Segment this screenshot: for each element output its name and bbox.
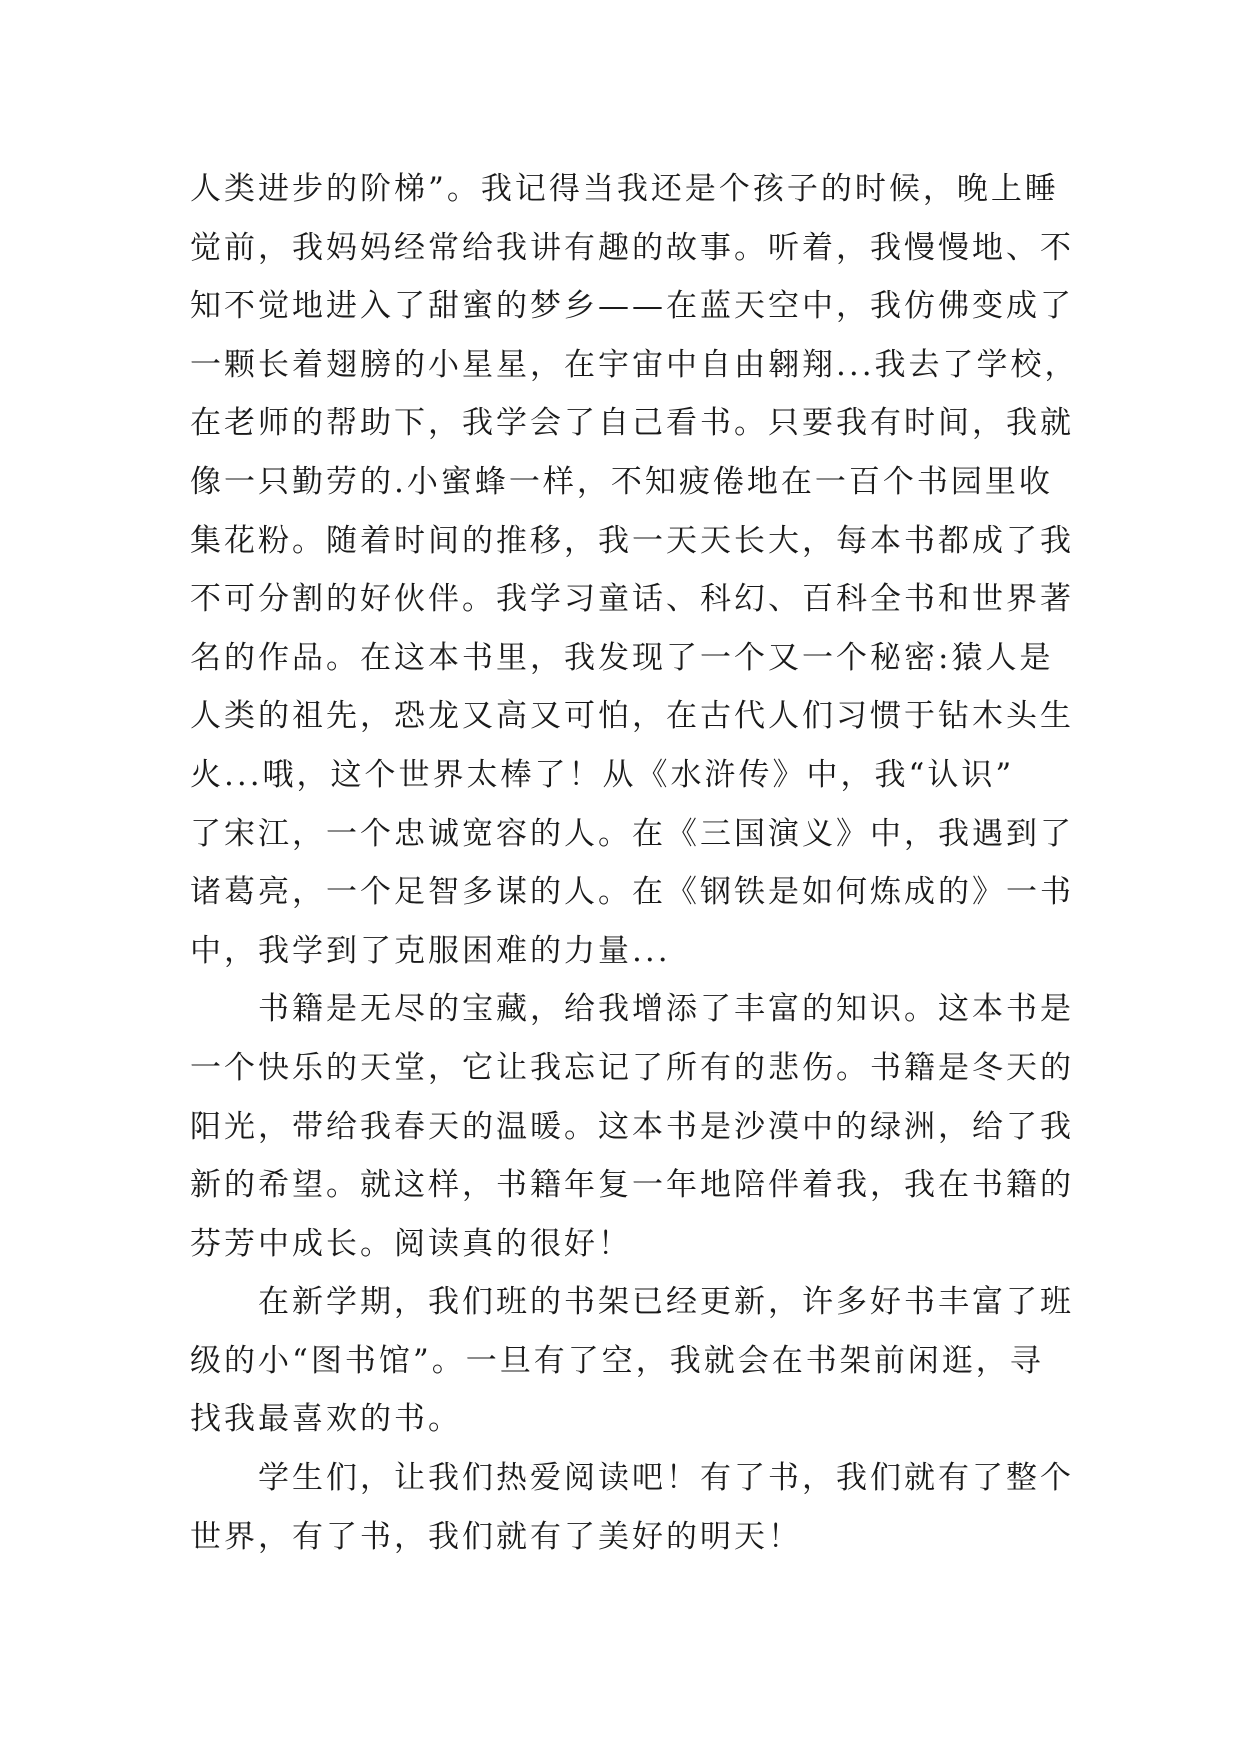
text-line: 知不觉地进入了甜蜜的梦乡——在蓝天空中，我仿佛变成了 <box>190 288 1074 325</box>
text-line: 火...哦，这个世界太棒了！从《水浒传》中，我“认识” <box>190 756 1015 793</box>
text-line: 名的作品。在这本书里，我发现了一个又一个秘密:猿人是 <box>190 639 1054 676</box>
document-body <box>190 160 1079 1566</box>
text-line: 一颗长着翅膀的小星星，在宇宙中自由翱翔...我去了学校， <box>190 346 1079 383</box>
text-line: 新的希望。就这样，书籍年复一年地陪伴着我，我在书籍的 <box>190 1167 1074 1204</box>
paragraph-first-line: 在新学期，我们班的书架已经更新，许多好书丰富了班 <box>258 1284 1074 1321</box>
text-line: 集花粉。随着时间的推移，我一天天长大，每本书都成了我 <box>190 522 1074 559</box>
text-line: 诸葛亮，一个足智多谋的人。在《钢铁是如何炼成的》一书 <box>190 874 1074 911</box>
paragraph-first-line: 学生们，让我们热爱阅读吧！有了书，我们就有了整个 <box>258 1460 1074 1497</box>
text-line: 级的小“图书馆”。一旦有了空，我就会在书架前闲逛，寻 <box>190 1342 1044 1379</box>
text-line: 阳光，带给我春天的温暖。这本书是沙漠中的绿洲，给了我 <box>190 1108 1074 1145</box>
text-line: 了宋江，一个忠诚宽容的人。在《三国演义》中，我遇到了 <box>190 815 1074 852</box>
text-line: 觉前，我妈妈经常给我讲有趣的故事。听着，我慢慢地、不 <box>190 229 1074 266</box>
text-line: 找我最喜欢的书。 <box>190 1401 462 1438</box>
text-line: 世界，有了书，我们就有了美好的明天！ <box>190 1518 802 1555</box>
text-line: 人类进步的阶梯”。我记得当我还是个孩子的时候，晚上睡 <box>190 171 1059 207</box>
text-line: 中，我学到了克服困难的力量... <box>190 932 671 969</box>
text-line: 一个快乐的天堂，它让我忘记了所有的悲伤。书籍是冬天的 <box>190 1049 1074 1086</box>
text-line: 不可分割的好伙伴。我学习童话、科幻、百科全书和世界著 <box>190 581 1074 618</box>
paragraph-first-line: 书籍是无尽的宝藏，给我增添了丰富的知识。这本书是 <box>258 991 1074 1028</box>
text-line: 在老师的帮助下，我学会了自己看书。只要我有时间，我就 <box>190 405 1074 442</box>
text-line: 芬芳中成长。阅读真的很好！ <box>190 1225 632 1262</box>
text-line: 人类的祖先，恐龙又高又可怕，在古代人们习惯于钻木头生 <box>190 698 1074 735</box>
text-line: 像一只勤劳的.小蜜蜂一样，不知疲倦地在一百个书园里收 <box>190 463 1053 500</box>
